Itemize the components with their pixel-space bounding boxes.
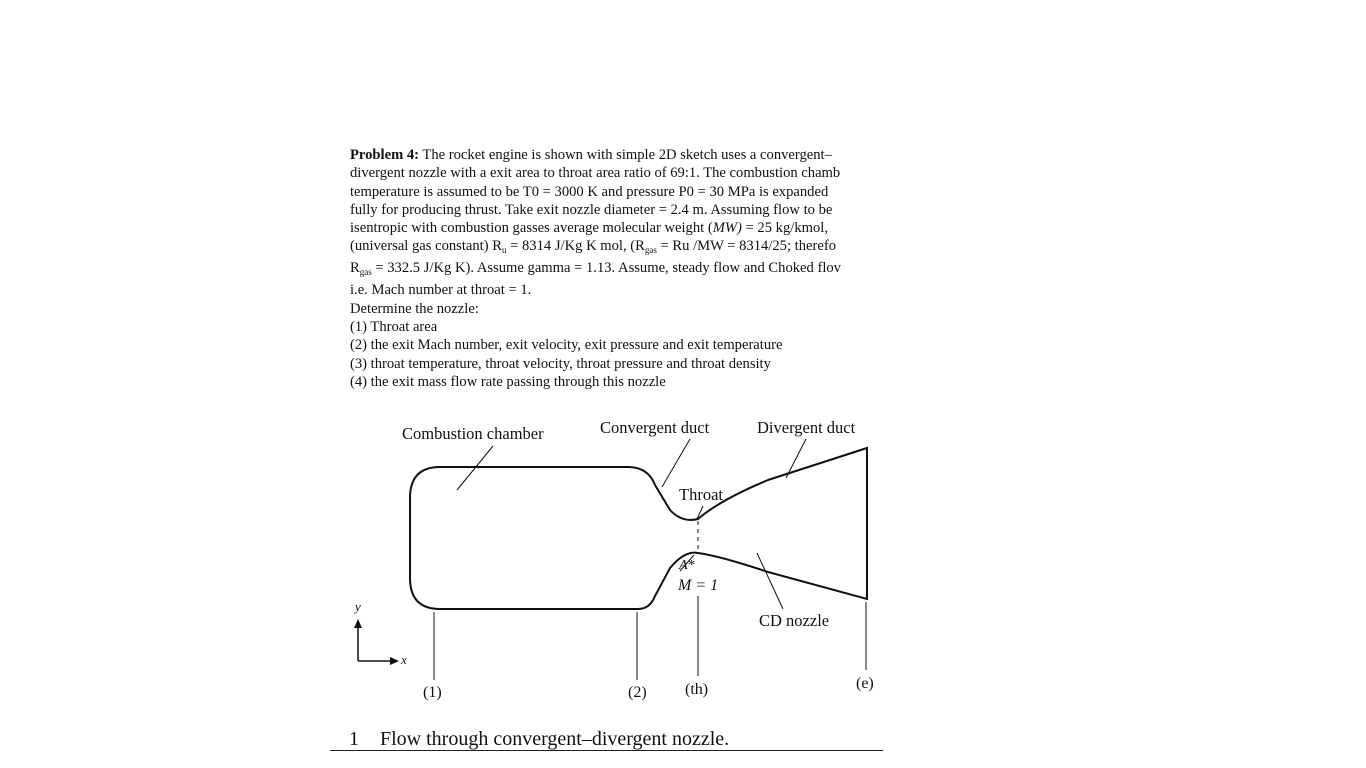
divergent-duct-label: Divergent duct [757, 418, 856, 437]
task-item-4: (4) the exit mass flow rate passing through this nozzle [350, 373, 666, 390]
throat-label: Throat [679, 485, 723, 504]
cd-nozzle-label: CD nozzle [759, 611, 830, 630]
station-th-label: (th) [685, 681, 709, 698]
problem-line-1-text: The rocket engine is shown with simple 2D sketch uses a convergent– [419, 147, 832, 163]
divergent-duct-leader [786, 439, 806, 478]
task-item-1: (1) Throat area [350, 319, 438, 336]
nozzle-wall [410, 448, 867, 609]
caption-number: 1 [349, 728, 359, 750]
problem-line-4: fully for producing thrust. Take exit nozzle diameter = 2.4 m. Assuming flow to be [350, 201, 833, 218]
station-1-label: (1) [423, 684, 442, 701]
convergent-duct-label: Convergent duct [600, 418, 710, 437]
component-labels [402, 418, 856, 630]
problem-heading: Problem 4: [350, 147, 420, 163]
caption-text: Flow through convergent–divergent nozzle. [380, 728, 730, 750]
problem-line-6-text-c: = Ru /MW = 8314/25; therefo [656, 238, 836, 255]
station-labels [423, 675, 874, 701]
axes-indicator [353, 599, 407, 667]
task-item-3: (3) throat temperature, throat velocity, throat pressure and throat density [350, 355, 771, 372]
subscript-gas: gas [359, 267, 372, 278]
cd-nozzle-leader [757, 553, 783, 609]
combustion-chamber-label: Combustion chamber [402, 424, 544, 443]
x-axis-label: x [401, 652, 407, 667]
problem-line-7-text-b: = 332.5 J/Kg K). Assume gamma = 1.13. Assume, steady flow and Choked flov [371, 260, 841, 277]
y-axis-label: y [355, 599, 361, 614]
problem-line-7-text-a: R [350, 260, 360, 277]
figure-caption [330, 726, 883, 751]
convergent-duct-leader [662, 439, 690, 487]
station-2-label: (2) [628, 684, 647, 701]
problem-line-3: temperature is assumed to be T0 = 3000 K and pressure P0 = 30 MPa is expanded [350, 183, 829, 200]
task-item-2: (2) the exit Mach number, exit velocity, exit pressure and exit temperature [350, 337, 783, 354]
nozzle-outline [410, 448, 867, 609]
subscript-u: u [501, 245, 507, 256]
throat-area-symbol: A* [679, 558, 695, 573]
molecular-weight-symbol: MW) [712, 220, 742, 237]
mach-number-label: M = 1 [678, 577, 719, 594]
problem-line-5-text-b: = 25 kg/kmol, [741, 220, 828, 237]
problem-line-5-text-a: isentropic with combustion gasses average molecular weight ( [350, 220, 713, 237]
problem-line-8: i.e. Mach number at throat = 1. [350, 282, 532, 299]
x-axis-arrow [390, 657, 399, 665]
problem-line-9: Determine the nozzle: [350, 300, 479, 317]
problem-line-6-text-a: (universal gas constant) R [350, 238, 502, 255]
y-axis-arrow [354, 619, 362, 628]
subscript-gas: gas [644, 245, 657, 256]
problem-line-6-text-b: = 8314 J/Kg K mol, (R [506, 238, 645, 255]
station-e-label: (e) [856, 675, 874, 692]
problem-line-2: divergent nozzle with a exit area to throat area ratio of 69:1. The combustion chamb [350, 165, 841, 182]
